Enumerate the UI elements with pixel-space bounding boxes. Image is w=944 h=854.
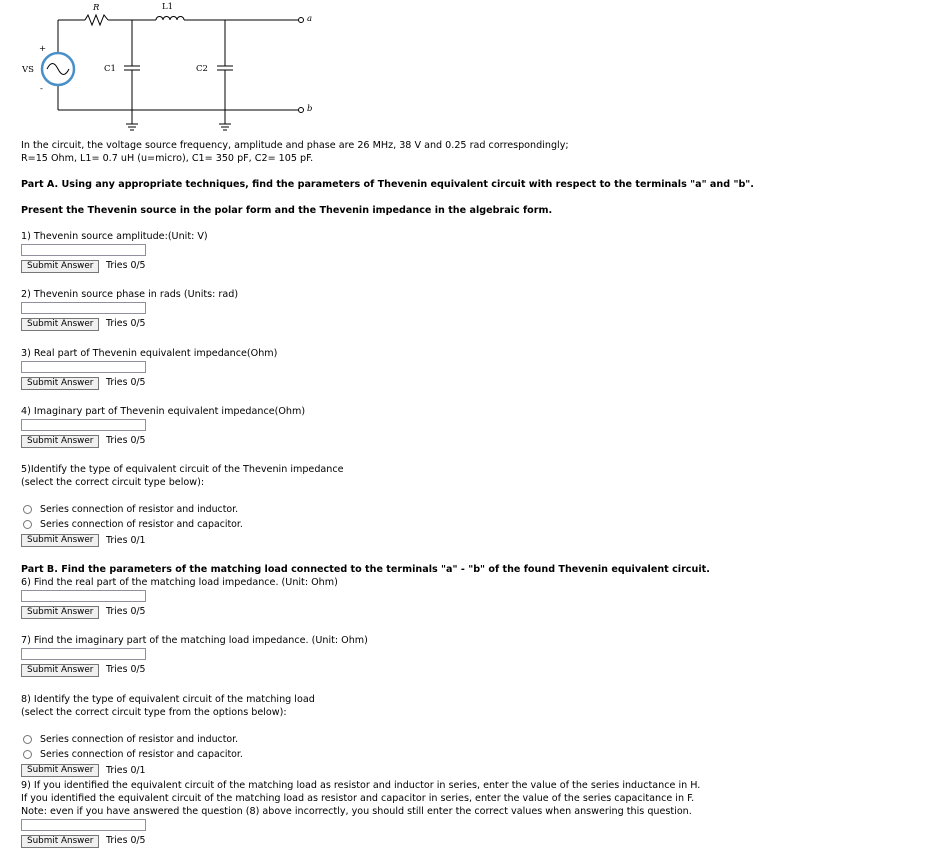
label-minus: -: [40, 84, 43, 94]
question-5-radio-rc[interactable]: [23, 520, 32, 529]
question-9-input[interactable]: [21, 819, 146, 831]
question-9-line-2: If you identified the equivalent circuit of the matching load as resistor and capacitor in series, enter the value of the series capacitance in F.: [21, 793, 695, 804]
circuit-diagram: [0, 0, 330, 140]
problem-line-1: In the circuit, the voltage source frequency, amplitude and phase are 26 MHz, 38 V and 0.25 rad correspondingly;: [21, 140, 569, 151]
circuit-schematic: [0, 0, 330, 140]
question-6-label: 6) Find the real part of the matching load impedance. (Unit: Ohm): [21, 577, 338, 588]
question-5-option-rl: Series connection of resistor and inductor.: [40, 504, 239, 515]
question-8-tries: Tries 0/1: [106, 765, 146, 776]
question-7-label: 7) Find the imaginary part of the matching load impedance. (Unit: Ohm): [21, 635, 368, 646]
question-5-submit-button[interactable]: Submit Answer: [21, 534, 99, 547]
label-inductor: L1: [162, 2, 174, 12]
question-5-tries: Tries 0/1: [106, 535, 146, 546]
question-4-label: 4) Imaginary part of Thevenin equivalent impedance(Ohm): [21, 406, 306, 417]
question-8-option-rl: Series connection of resistor and inductor.: [40, 734, 239, 745]
question-1-input[interactable]: [21, 244, 146, 256]
label-c2: C2: [196, 64, 208, 74]
question-7-submit-button[interactable]: Submit Answer: [21, 664, 99, 677]
question-8-label: 8) Identify the type of equivalent circuit of the matching load: [21, 694, 315, 705]
question-5-option-rc: Series connection of resistor and capacitor.: [40, 519, 243, 530]
question-4-submit-button[interactable]: Submit Answer: [21, 435, 99, 448]
question-9-tries: Tries 0/5: [106, 835, 146, 846]
question-8-submit-button[interactable]: Submit Answer: [21, 764, 99, 777]
question-4-input[interactable]: [21, 419, 146, 431]
question-8-option-rc: Series connection of resistor and capacitor.: [40, 749, 243, 760]
question-5-sublabel: (select the correct circuit type below):: [21, 477, 205, 488]
question-8-radio-rc[interactable]: [23, 750, 32, 759]
question-1-tries: Tries 0/5: [106, 260, 146, 271]
question-9-submit-button[interactable]: Submit Answer: [21, 835, 99, 848]
question-6-submit-button[interactable]: Submit Answer: [21, 606, 99, 619]
question-7-tries: Tries 0/5: [106, 664, 146, 675]
terminal-b-label: b: [307, 104, 313, 114]
question-1-submit-button[interactable]: Submit Answer: [21, 260, 99, 273]
terminal-a-label: a: [307, 14, 313, 24]
question-5-radio-rl[interactable]: [23, 505, 32, 514]
label-c1: C1: [104, 64, 116, 74]
question-9-label: 9) If you identified the equivalent circuit of the matching load as resistor and inductor in series, enter the value of the series inductance in H.: [21, 780, 701, 791]
question-6-input[interactable]: [21, 590, 146, 602]
question-2-input[interactable]: [21, 302, 146, 314]
label-plus: +: [39, 44, 47, 54]
question-9-note: Note: even if you have answered the question (8) above incorrectly, you should still enter the correct values when answering this question.: [21, 806, 692, 817]
question-2-tries: Tries 0/5: [106, 318, 146, 329]
question-7-input[interactable]: [21, 648, 146, 660]
question-8-sublabel: (select the correct circuit type from the options below):: [21, 707, 287, 718]
question-1-label: 1) Thevenin source amplitude:(Unit: V): [21, 231, 208, 242]
question-3-submit-button[interactable]: Submit Answer: [21, 377, 99, 390]
question-4-tries: Tries 0/5: [106, 435, 146, 446]
part-a-heading: Part A. Using any appropriate techniques, find the parameters of Thevenin equivalent circuit with respect to the terminals "a" and "b".: [21, 179, 754, 190]
label-resistor: R: [93, 3, 100, 13]
question-2-submit-button[interactable]: Submit Answer: [21, 318, 99, 331]
question-3-label: 3) Real part of Thevenin equivalent impedance(Ohm): [21, 348, 278, 359]
question-3-input[interactable]: [21, 361, 146, 373]
problem-line-2: R=15 Ohm, L1= 0.7 uH (u=micro), C1= 350 pF, C2= 105 pF.: [21, 153, 314, 164]
question-3-tries: Tries 0/5: [106, 377, 146, 388]
question-5-label: 5)Identify the type of equivalent circuit of the Thevenin impedance: [21, 464, 344, 475]
part-a-instruction: Present the Thevenin source in the polar form and the Thevenin impedance in the algebraic form.: [21, 205, 553, 216]
question-8-radio-rl[interactable]: [23, 735, 32, 744]
question-2-label: 2) Thevenin source phase in rads (Units: rad): [21, 289, 239, 300]
question-6-tries: Tries 0/5: [106, 606, 146, 617]
label-vs: VS: [22, 65, 34, 75]
part-b-heading: Part B. Find the parameters of the matching load connected to the terminals "a" - "b" of the found Thevenin equivalent circuit.: [21, 564, 710, 575]
